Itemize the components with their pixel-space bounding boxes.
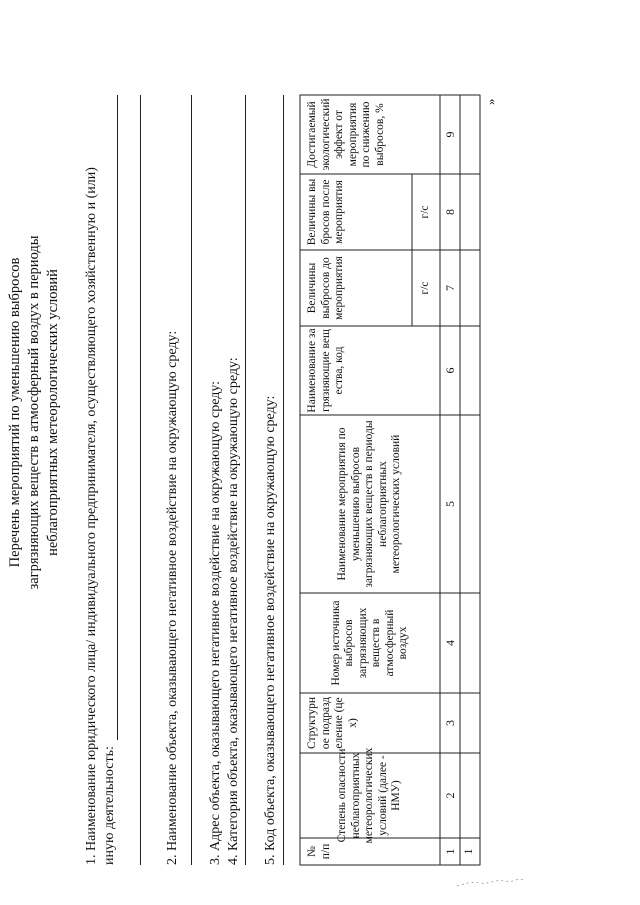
title-line-2: загрязняющих веществ в атмосферный воздух в периоды [26,235,42,590]
column-number-9: 9 [442,131,457,138]
column-number-7: 7 [442,285,457,291]
unit-col-7: г/с [419,281,432,295]
column-number-1: 1 [442,848,457,855]
title-line-3: неблагоприятных метеорологических условий [45,269,61,556]
field-1-line-2: иную деятельность: [102,746,117,865]
unit-col-8: г/с [419,205,432,219]
header-col-pollutants: Наименование загрязняющие вещества, код [306,328,345,413]
header-col-source-number: Номер источника выбросов загрязняющих веществ в атмосферный воздух [329,600,409,686]
header-col-eco-effect: Достигаемый экологический эффект от мероприятия по снижению выбросов, % [306,98,386,171]
header-col-number: № п/п [306,843,332,860]
header-col-emissions-before: Величины выбросов до мероприятия [306,256,345,320]
closing-quote-mark: » [483,98,498,105]
header-col-department: Структурное подразделение (цех) [306,696,359,750]
column-number-3: 3 [442,720,457,726]
header-col-measure-name: Наименование мероприятия по уменьшению выбросов загрязняющих веществ в периоды неблагоприятных метеорологических условий [336,420,403,588]
field-1-line-1: 1. Наименование юридического лица/ индивидуального предпринимателя, осуществляющего хозяйственную и (или) [84,167,99,865]
column-number-5: 5 [442,501,457,507]
title-line-1: Перечень мероприятий по уменьшению выбросов [7,257,23,568]
field-5: 5. Код объекта, оказывающего негативное воздействие на окружающую среду: [263,395,278,865]
field-4: 4. Категория объекта, оказывающего негативное воздействие на окружающую среду: [226,357,241,865]
column-number-2: 2 [442,792,457,799]
header-col-emissions-after: Величины выбросов после мероприятия [306,178,345,246]
column-number-6: 6 [442,367,457,374]
column-number-4: 4 [442,640,457,646]
field-3: 3. Адрес объекта, оказывающего негативное воздействие на окружающую среду: [208,380,223,865]
column-number-8: 8 [442,209,457,215]
pen-mark [455,872,525,890]
data-row-1-number: 1 [463,848,476,855]
header-col-nmu-degree: Степень опасности неблагоприятных метеорологических условий (далее - НМУ) [336,747,403,844]
field-2: 2. Наименование объекта, оказывающего негативное воздействие на окружающую среду: [165,330,180,865]
